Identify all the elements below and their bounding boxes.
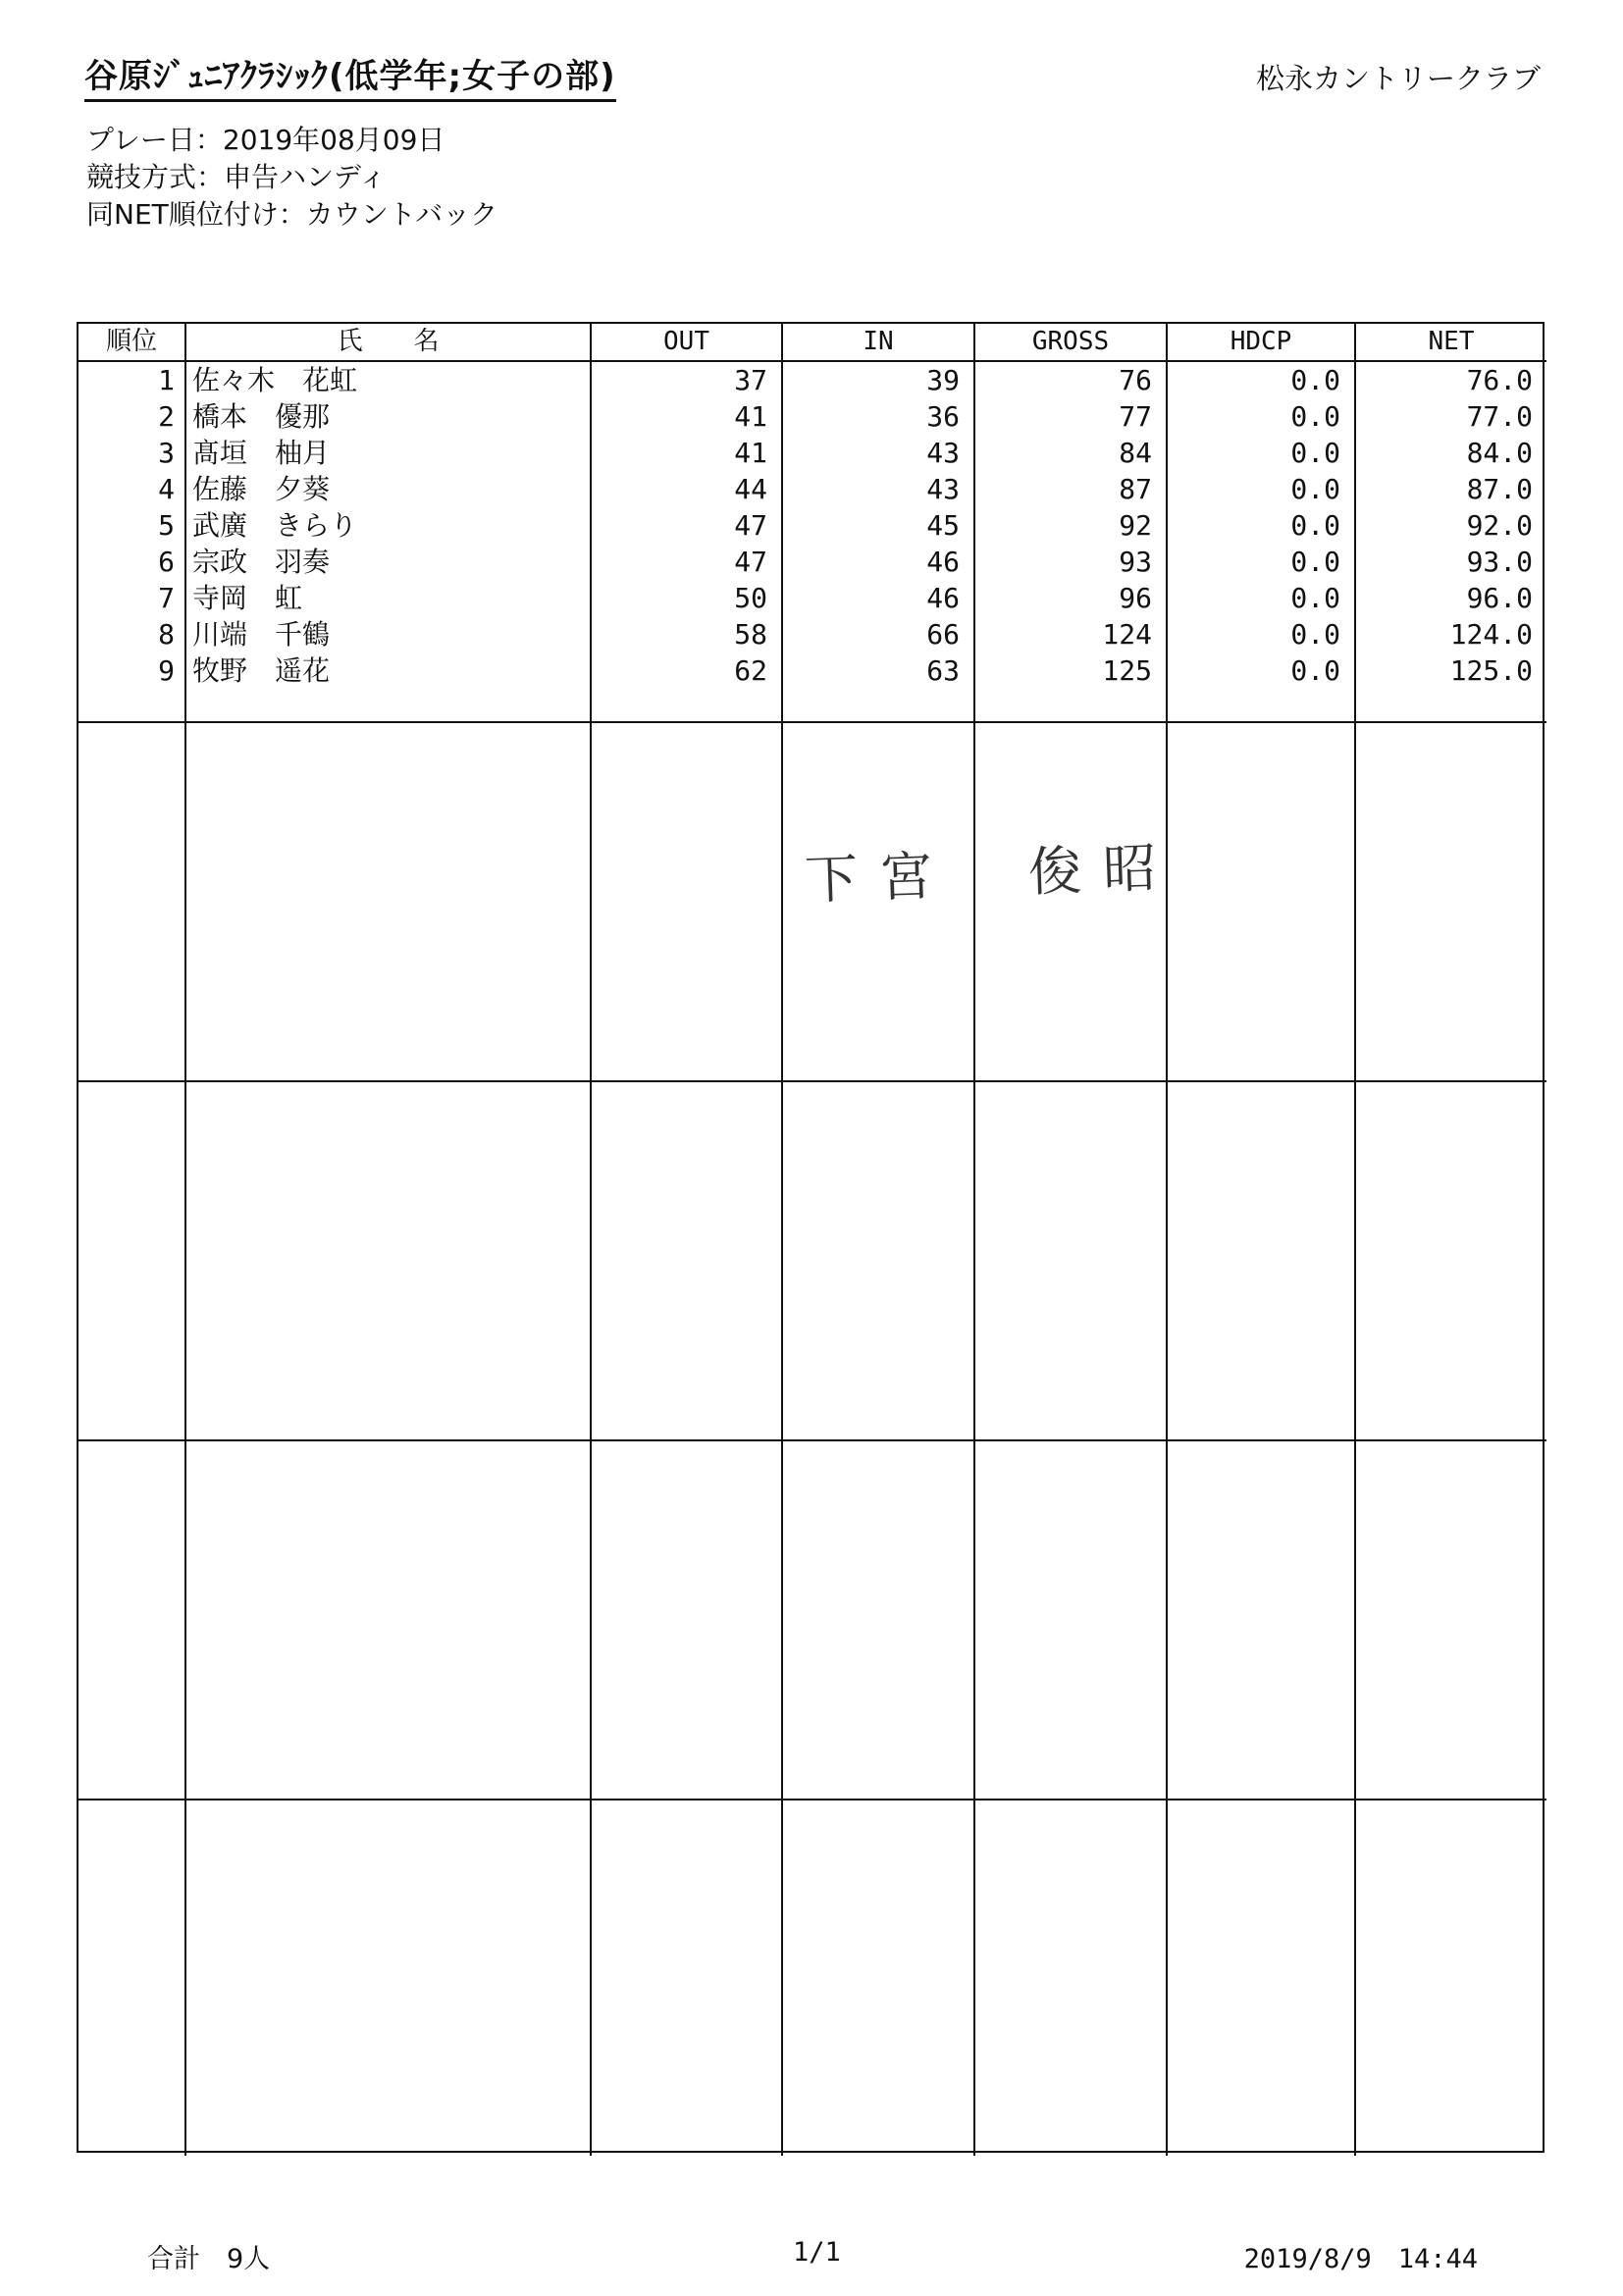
rank-value: 5 (158, 509, 175, 542)
results-table (77, 322, 1544, 2153)
rank-value: 7 (158, 582, 175, 614)
player-name: 佐藤 夕葵 (192, 473, 331, 505)
out-value: 41 (734, 400, 767, 433)
club-name: 松永カントリークラブ (1255, 62, 1541, 95)
table-header-row (79, 324, 1546, 361)
in-value: 43 (926, 473, 960, 505)
player-name: 髙垣 柚月 (192, 437, 331, 469)
player-name: 宗政 羽奏 (192, 546, 331, 578)
competition-format: 競技方式：申告ハンディ (86, 161, 387, 193)
net-value: 77.0 (1466, 400, 1533, 433)
in-value: 46 (926, 546, 960, 578)
hdcp-value: 0.0 (1290, 400, 1340, 433)
in-value: 39 (926, 364, 960, 396)
out-value: 47 (734, 509, 767, 542)
out-value: 47 (734, 546, 767, 578)
gross-value: 125 (1102, 654, 1152, 687)
in-value: 63 (926, 654, 960, 687)
empty-block (79, 1800, 1546, 2156)
out-value: 44 (734, 473, 767, 505)
gross-value: 92 (1119, 509, 1152, 542)
total-count: 合計 9人 (147, 2244, 271, 2274)
hdcp-value: 0.0 (1290, 582, 1340, 614)
empty-block (79, 1440, 1546, 1800)
net-value: 96.0 (1466, 582, 1533, 614)
col-header-hdcp: HDCP (1167, 324, 1355, 361)
play-date: プレー日：2019年08月09日 (86, 124, 445, 156)
gross-value: 87 (1119, 473, 1152, 505)
competition-info (86, 122, 497, 234)
in-value: 66 (926, 618, 960, 651)
net-value: 125.0 (1449, 654, 1533, 687)
player-name: 佐々木 花虹 (192, 364, 358, 396)
page-number: 1/1 (793, 2237, 841, 2268)
col-header-name: 氏 名 (185, 324, 591, 361)
in-value: 45 (926, 509, 960, 542)
player-name: 橋本 優那 (192, 400, 331, 433)
rank-column (79, 361, 185, 722)
rank-value: 2 (158, 400, 175, 433)
page-title: 谷原ｼﾞｭﾆｱｸﾗｼｯｸ(低学年;女子の部) (84, 49, 616, 102)
hdcp-value: 0.0 (1290, 654, 1340, 687)
empty-block (79, 1081, 1546, 1440)
gross-value: 77 (1119, 400, 1152, 433)
out-value: 37 (734, 364, 767, 396)
in-value: 43 (926, 437, 960, 469)
gross-value: 76 (1119, 364, 1152, 396)
out-column (591, 361, 782, 722)
net-column (1355, 361, 1546, 722)
hdcp-value: 0.0 (1290, 546, 1340, 578)
in-value: 36 (926, 400, 960, 433)
col-header-gross: GROSS (974, 324, 1167, 361)
player-name: 川端 千鶴 (192, 618, 331, 651)
out-value: 62 (734, 654, 767, 687)
net-value: 87.0 (1466, 473, 1533, 505)
hdcp-value: 0.0 (1290, 473, 1340, 505)
net-value: 76.0 (1466, 364, 1533, 396)
col-header-rank: 順位 (79, 324, 185, 361)
name-column (185, 361, 591, 722)
hdcp-value: 0.0 (1290, 437, 1340, 469)
rank-value: 6 (158, 546, 175, 578)
rank-value: 1 (158, 364, 175, 396)
handwritten-note: 下宮 俊昭 (804, 836, 1179, 912)
tiebreak-rule: 同NET順位付け：カウントバック (86, 198, 498, 231)
gross-value: 124 (1102, 618, 1152, 651)
out-value: 50 (734, 582, 767, 614)
net-value: 84.0 (1466, 437, 1533, 469)
results-block (79, 361, 1546, 722)
col-header-in: IN (782, 324, 974, 361)
out-value: 58 (734, 618, 767, 651)
rank-value: 3 (158, 437, 175, 469)
net-value: 124.0 (1449, 618, 1533, 651)
hdcp-column (1167, 361, 1355, 722)
player-name: 武廣 きらり (192, 509, 358, 542)
col-header-net: NET (1355, 324, 1546, 361)
net-value: 92.0 (1466, 509, 1533, 542)
hdcp-value: 0.0 (1290, 364, 1340, 396)
gross-value: 84 (1119, 437, 1152, 469)
out-value: 41 (734, 437, 767, 469)
gross-value: 96 (1119, 582, 1152, 614)
rank-value: 4 (158, 473, 175, 505)
print-timestamp: 2019/8/9 14:44 (1243, 2244, 1478, 2274)
net-value: 93.0 (1466, 546, 1533, 578)
player-name: 寺岡 虹 (192, 582, 303, 614)
player-name: 牧野 遥花 (192, 654, 331, 687)
gross-column (974, 361, 1167, 722)
hdcp-value: 0.0 (1290, 618, 1340, 651)
hdcp-value: 0.0 (1290, 509, 1340, 542)
rank-value: 8 (158, 618, 175, 651)
col-header-out: OUT (591, 324, 782, 361)
in-column (782, 361, 974, 722)
rank-value: 9 (158, 654, 175, 687)
in-value: 46 (926, 582, 960, 614)
gross-value: 93 (1119, 546, 1152, 578)
